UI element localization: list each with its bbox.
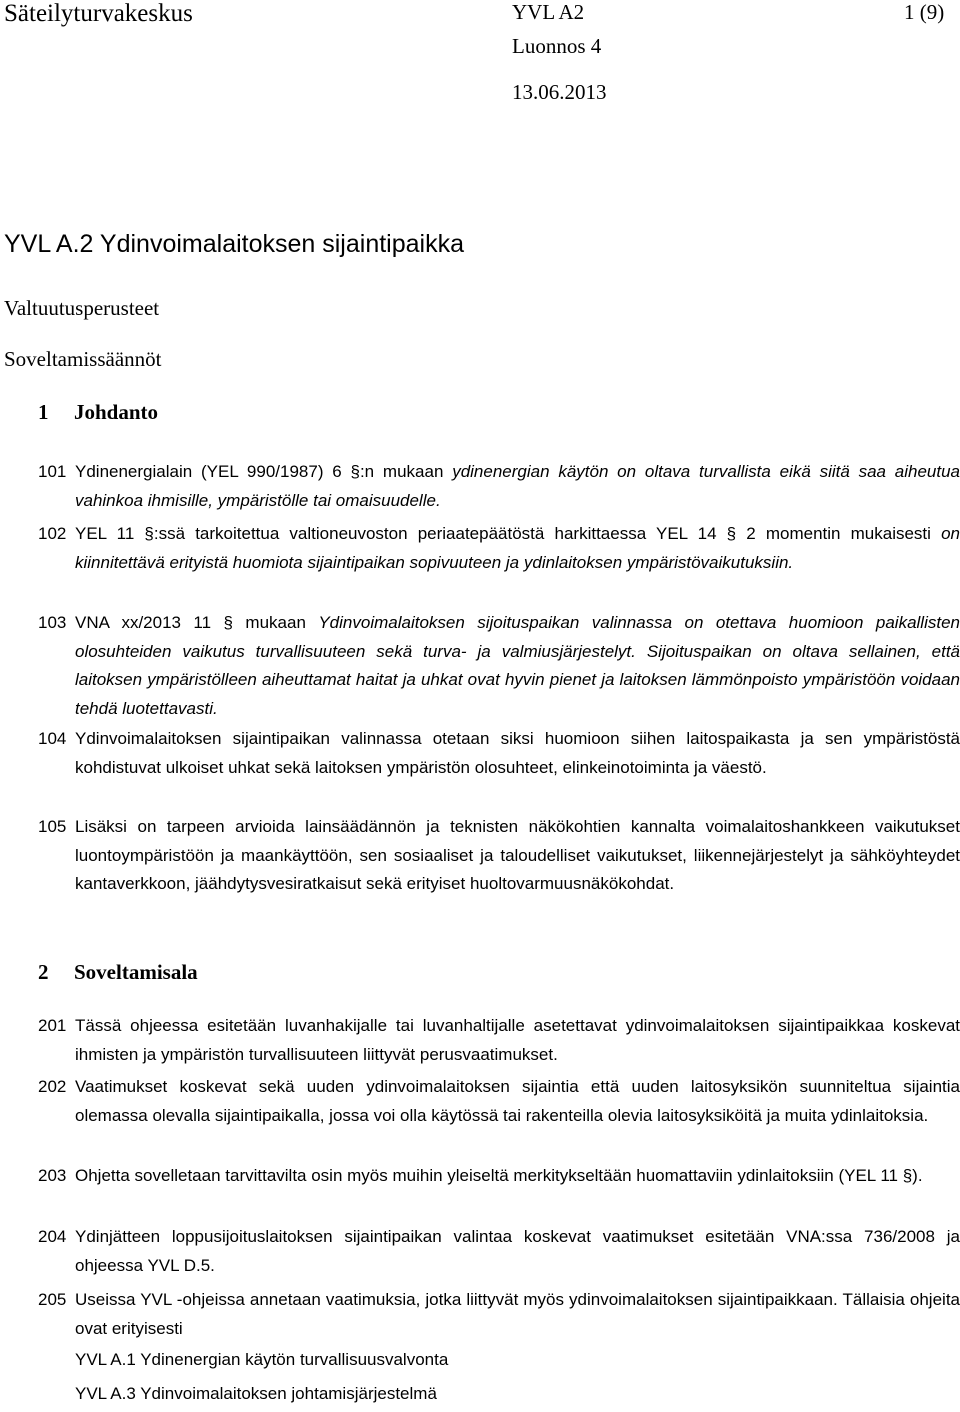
paragraph-text: Ydinjätteen loppusijoituslaitoksen sijaintipaikan valintaa koskevat vaatimukset esitetään VNA:ssa 736/2008 ja ohjeessa YVL D.5. bbox=[75, 1227, 960, 1275]
paragraph-text: Ydinvoimalaitoksen sijaintipaikan valinnassa otetaan siksi huomioon siihen laitospaikasta ja sen ympäristöstä kohdistuvat ulkoiset uhkat sekä laitoksen ympäristön olosuhteet, elinkeinotoiminta ja väestö. bbox=[75, 729, 960, 777]
paragraph-quote: on kiinnitettävä erityistä huomiota sijaintipaikan sopivuuteen ja ydinlaitoksen ympäristövaikutuksiin. bbox=[75, 524, 960, 572]
paragraph-text: YEL 11 §:ssä tarkoitettua valtioneuvoston periaatepäätöstä harkittaessa YEL 14 § 2 momentin mukaisesti bbox=[75, 524, 942, 543]
chapter-heading-introduction bbox=[38, 400, 158, 425]
paragraph-text: VNA xx/2013 11 § mukaan bbox=[75, 613, 319, 632]
paragraph-number: 205 bbox=[38, 1290, 67, 1309]
section-applicable-rules: Soveltamissäännöt bbox=[4, 347, 162, 371]
paragraph-202 bbox=[38, 1073, 960, 1130]
paragraph-205 bbox=[38, 1286, 960, 1343]
paragraph-text: Tässä ohjeessa esitetään luvanhakijalle tai luvanhaltijalle asetettavat ydinvoimalaitoksen sijaintipaikkaa koskevat ihmisten ja ympäristön turvallisuuteen liittyvät perusvaatimukset. bbox=[75, 1016, 960, 1064]
paragraph-number: 104 bbox=[38, 729, 67, 748]
paragraph-number: 105 bbox=[38, 817, 67, 836]
paragraph-text: Vaatimukset koskevat sekä uuden ydinvoimalaitoksen sijaintia että uuden laitosyksikön suunniteltua sijaintia olemassa olevalla sijaintipaikalla, jossa voi olla käytössä tai rakenteilla olevia laitosyksiköitä ja muita ydinlaitoksia. bbox=[75, 1077, 960, 1125]
paragraph-number: 202 bbox=[38, 1077, 67, 1096]
section-authority: Valtuutusperusteet bbox=[4, 296, 160, 320]
paragraph-203 bbox=[38, 1162, 960, 1191]
paragraph-number: 102 bbox=[38, 524, 67, 543]
paragraph-text: Lisäksi on tarpeen arvioida lainsäädännön ja teknisten näkökohtien kannalta voimalaitoshankkeen vaikutukset luontoympäristöön ja maankäyttöön, sen sosiaaliset ja taloudelliset vaikutukset, liikennejärjestelyt ja sähköyhteydet kantaverkkoon, jäähdytysvesiratkaisut sekä erityiset huoltovarmuusnäkökohdat. bbox=[75, 817, 960, 893]
related-guide-item: YVL A.3 Ydinvoimalaitoksen johtamisjärjestelmä bbox=[75, 1384, 437, 1403]
paragraph-number: 201 bbox=[38, 1016, 67, 1035]
chapter-number: 2 bbox=[38, 960, 49, 984]
guide-code: YVL A2 bbox=[512, 0, 585, 24]
paragraph-number: 101 bbox=[38, 462, 67, 481]
paragraph-101 bbox=[38, 458, 960, 515]
organization-name: Säteilyturvakeskus bbox=[4, 0, 193, 27]
paragraph-quote: ydinenergian käytön on oltava turvallista eikä siitä saa aiheutua vahinkoa ihmisille, ympäristölle tai omaisuudelle. bbox=[75, 462, 960, 510]
chapter-heading-scope bbox=[38, 960, 198, 985]
paragraph-quote: Ydinvoimalaitoksen sijoituspaikan valinnassa on otettava huomioon paikallisten olosuhteiden vaikutus turvallisuuteen sekä turva- ja valmiusjärjestelyt. Sijoituspaikan on oltava sellainen, että laitoksen ympäristölleen aiheuttamat haitat ja uhkat ovat hyvin pienet ja laitoksen lämmönpoisto ympäristöön voidaan tehdä luotettavasti. bbox=[75, 613, 960, 718]
paragraph-201 bbox=[38, 1012, 960, 1069]
paragraph-204 bbox=[38, 1223, 960, 1280]
paragraph-text: Ohjetta sovelletaan tarvittavilta osin myös muihin yleiseltä merkitykseltään huomattaviin ydinlaitoksiin (YEL 11 §). bbox=[75, 1166, 923, 1185]
draft-label: Luonnos 4 bbox=[512, 34, 602, 58]
paragraph-text: Ydinenergialain (YEL 990/1987) 6 §:n mukaan bbox=[75, 462, 453, 481]
paragraph-102 bbox=[38, 520, 960, 577]
paragraph-104 bbox=[38, 725, 960, 782]
chapter-title: Johdanto bbox=[74, 400, 159, 424]
paragraph-103 bbox=[38, 609, 960, 723]
paragraph-number: 203 bbox=[38, 1166, 67, 1185]
paragraph-number: 204 bbox=[38, 1227, 67, 1246]
document-title: YVL A.2 Ydinvoimalaitoksen sijaintipaikka bbox=[4, 230, 464, 258]
related-guide-item: YVL A.1 Ydinenergian käytön turvallisuusvalvonta bbox=[75, 1350, 449, 1369]
paragraph-text: Useissa YVL -ohjeissa annetaan vaatimuksia, jotka liittyvät myös ydinvoimalaitoksen sijaintipaikkaan. Tällaisia ohjeita ovat erityisesti bbox=[75, 1290, 960, 1338]
chapter-number: 1 bbox=[38, 400, 49, 424]
document-date: 13.06.2013 bbox=[512, 80, 607, 104]
paragraph-105 bbox=[38, 813, 960, 899]
page-number: 1 (9) bbox=[904, 0, 945, 24]
chapter-title: Soveltamisala bbox=[74, 960, 198, 984]
paragraph-number: 103 bbox=[38, 613, 67, 632]
